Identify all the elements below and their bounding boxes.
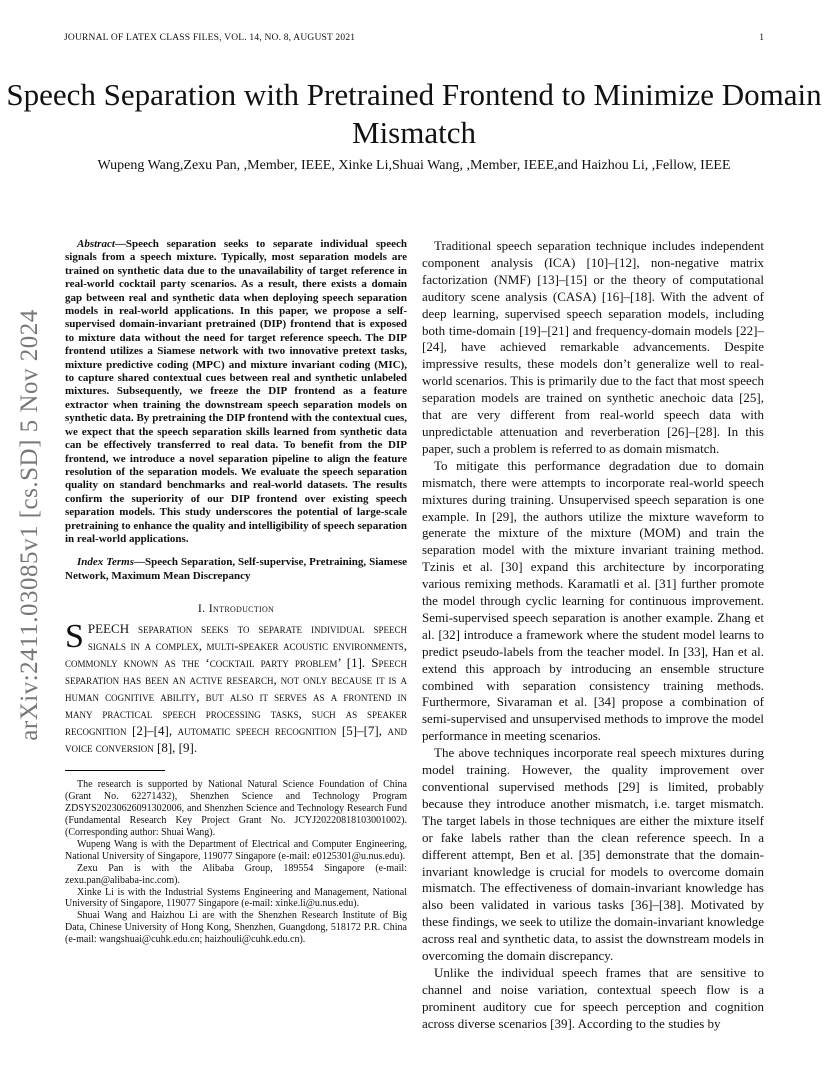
body-paragraph: Traditional speech separation technique includes independent component analysis (ICA) [10]–[12], non-negative matrix factorization (NMF) [13]–[15] or the theory of computational auditory scene analysis (CASA) [16]–[18]. With the advent of deep learning, supervised speech separation models, including both time-domain [19]–[21] and frequency-domain models [22]–[24], have achieved remarkable advancements. Despite impressive results, these models don’t generalize well to real-world scenarios. This is primarily due to the fact that most speech separation models are trained on synthetic anechoic data [25], that are very different from real-world speech data with unpredictable attenuation and reverberation [26]–[28]. In this paper, such a problem is referred to as domain mismatch.: [422, 238, 765, 456]
footnote-rule: [65, 770, 165, 771]
footnote-affiliation-2: Zexu Pan is with the Alibaba Group, 189554 Singapore (e-mail: zexu.pan@alibaba-inc.com).: [65, 862, 407, 886]
arxiv-stamp-text: arXiv:2411.03085v1 [cs.SD] 5 Nov 2024: [16, 309, 43, 741]
paper-title: Speech Separation with Pretrained Frontend to Minimize Domain Mismatch: [6, 77, 822, 150]
index-terms-text: —Speech Separation, Self-supervise, Pretraining, Siamese Network, Maximum Mean Discrepancy: [65, 556, 407, 582]
intro-text: PEECH separation seeks to separate individual speech signals in a complex, multi-speaker acoustic environments, commonly known as the ‘cocktail party problem’ [1]. Speech separation has been an active research, not only because it is a human cognitive ability, but also it serves as a frontend in many practical speech processing tasks, such as speaker recognition [2]–[4], automatic speech recognition [5]–[7], and voice conversion [8], [9].: [65, 621, 407, 755]
author-list: Wupeng Wang,Zexu Pan, ,Member, IEEE, Xinke Li,Shuai Wang, ,Member, IEEE,and Haizhou Li, ,Fellow, IEEE: [97, 158, 731, 173]
right-column: [422, 238, 764, 1033]
body-paragraph: Unlike the individual speech frames that are sensitive to channel and noise variation, contextual speech flow is a prominent auditory cue for speech perception and cognition across diverse scenarios [39]. According to the studies by: [422, 964, 764, 1031]
left-column: [65, 238, 407, 946]
abstract: [65, 238, 407, 546]
index-terms-label: Index Terms: [77, 556, 134, 569]
body-paragraph: The above techniques incorporate real speech mixtures during model training. However, the quality improvement over conventional supervised methods [29] is limited, probably because they introduce another mismatch, i.e. target mismatch. The target labels in those techniques are either the mixture itself or fake labels rather than the clean reference speech. In a different attempt, Ben et al. [35] demonstrate that the domain-invariant knowledge is crucial for models to overcome domain mismatch. The effectiveness of domain-invariant knowledge has also been validated in various tasks [36]–[38]. Motivated by these findings, we seek to utilize the domain-invariant knowledge across real and synthetic data, to assist the downstream models in overcoming the domain discrepancy.: [422, 745, 764, 964]
page-number: 1: [759, 33, 764, 43]
drop-cap: S: [65, 618, 84, 656]
index-terms: [65, 556, 407, 583]
arxiv-stamp: [10, 290, 50, 760]
footnote-affiliation-3: Xinke Li is with the Industrial Systems Engineering and Management, National University of Singapore, 119077 Singapore (e-mail: xinke.li@u.nus.edu).: [65, 886, 407, 910]
footnote-funding: The research is supported by National Natural Science Foundation of China (Grant No. 62271432), Shenzhen Science and Technology Program ZDSYS20230626091302006, and Shenzhen Science and Technology Research Fund (Fundamental Research Key Project Grant No. JCYJ20220818103001002). (Corresponding author: Shuai Wang).: [65, 779, 407, 839]
footnote-affiliation-1: Wupeng Wang is with the Department of Electrical and Computer Engineering, National University of Singapore, 119077 Singapore (e-mail: e0125301@u.nus.edu).: [65, 838, 407, 862]
abstract-label: Abstract: [77, 238, 115, 250]
footnote-affiliation-4: Shuai Wang and Haizhou Li are with the Shenzhen Research Institute of Big Data, Chinese University of Hong Kong, Shenzhen, Guangdong, 518172 P.R. China (e-mail: wangshuai@cuhk.edu.cn; haizhouli@cuhk.edu.cn).: [65, 910, 407, 946]
intro-paragraph-1: [65, 618, 407, 756]
section-heading-introduction: I. Introduction: [197, 601, 275, 616]
running-header: JOURNAL OF LATEX CLASS FILES, VOL. 14, NO. 8, AUGUST 2021: [64, 33, 356, 43]
body-paragraph: To mitigate this performance degradation due to domain mismatch, there were attempts to incorporate real-world speech mixtures during training. Unsupervised speech separation is one example. In [29], the authors utilize the mixture waveform to generate the mixture of the mixture (MOM) and train the separation model with the mixture invariant training method. Tzinis et al. [30] expand this architecture by incorporating various remixing methods. Karamatli et al. [31] further promote the model through cyclic learning for continuous improvement. Semi-supervised speech separation is another example. Zhang et al. [32] introduce a framework where the student model learns to predict pseudo-labels from the teacher model. In [33], Han et al. extend this approach by introducing an ensemble structure combined with separation consistency training methods. Furthermore, Sivaraman et al. [34] propose a combination of semi-supervised and unsupervised methods to improve the model performance in meeting scenarios.: [422, 457, 764, 744]
abstract-text: —Speech separation seeks to separate individual speech signals from a speech mixture. Typically, most separation models are trained on synthetic data due to the unavailability of target reference in real-world cocktail party scenarios. As a result, there exists a domain gap between real and synthetic data when deploying speech separation models in real-world applications. In this paper, we propose a self-supervised domain-invariant pretrained (DIP) frontend that is exposed to mixture data without the need for target reference speech. The DIP frontend utilizes a Siamese network with two innovative pretext tasks, mixture predictive coding (MPC) and mixture invariant coding (MIC), to capture shared contextual cues between real and synthetic unlabeled mixtures. Subsequently, we freeze the DIP frontend as a feature extractor when training the downstream speech separation models on synthetic data. By pretraining the DIP frontend with the contextual cues, we expect that the speech separation skills learned from synthetic data can be effectively transferred to real data. To benefit from the DIP frontend, we introduce a novel separation pipeline to align the feature resolution of the separation models. We evaluate the speech separation quality on standard benchmarks and real-world datasets. The results confirm the superiority of our DIP frontend over existing speech separation models. This study underscores the potential of large-scale pretraining to enhance the quality and intelligibility of speech separation in real-world applications.: [65, 238, 407, 545]
